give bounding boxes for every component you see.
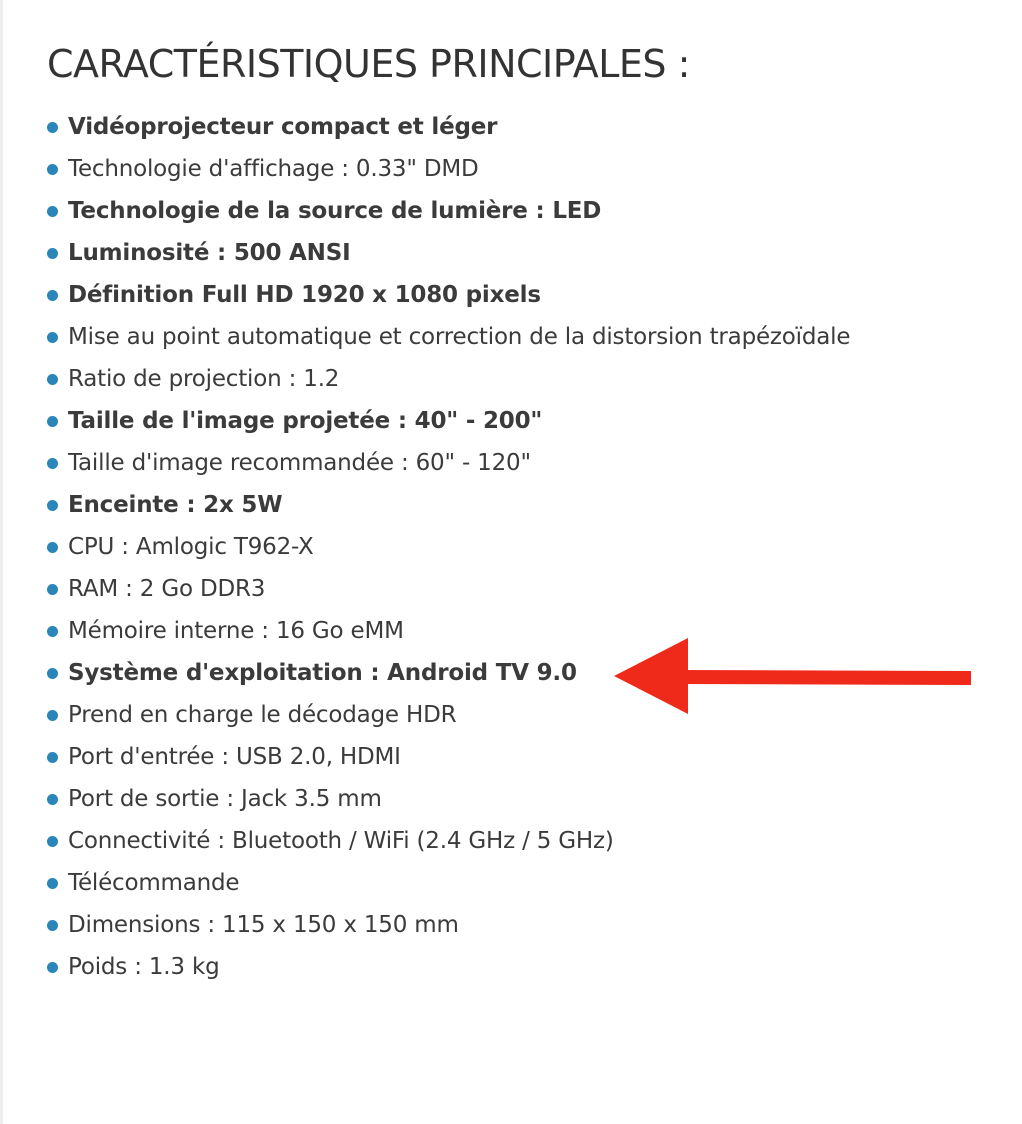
bullet-icon bbox=[47, 668, 58, 679]
bullet-icon bbox=[47, 626, 58, 637]
bullet-icon bbox=[47, 752, 58, 763]
bullet-icon bbox=[47, 962, 58, 973]
section-title: CARACTÉRISTIQUES PRINCIPALES : bbox=[47, 42, 690, 86]
bullet-icon bbox=[47, 878, 58, 889]
feature-text: Port de sortie : Jack 3.5 mm bbox=[68, 786, 382, 812]
bullet-icon bbox=[47, 122, 58, 133]
bullet-icon bbox=[47, 542, 58, 553]
bullet-icon bbox=[47, 248, 58, 259]
bullet-icon bbox=[47, 332, 58, 343]
bullet-icon bbox=[47, 206, 58, 217]
feature-item bbox=[47, 526, 850, 568]
feature-item bbox=[47, 400, 850, 442]
feature-item bbox=[47, 316, 850, 358]
feature-text: RAM : 2 Go DDR3 bbox=[68, 576, 266, 602]
feature-text: Luminosité : 500 ANSI bbox=[68, 240, 351, 266]
feature-text: Mise au point automatique et correction de la distorsion trapézoïdale bbox=[68, 324, 851, 350]
bullet-icon bbox=[47, 164, 58, 175]
feature-text: Définition Full HD 1920 x 1080 pixels bbox=[68, 282, 541, 308]
feature-list bbox=[47, 106, 850, 988]
bullet-icon bbox=[47, 920, 58, 931]
feature-text: Poids : 1.3 kg bbox=[68, 954, 220, 980]
feature-text: Prend en charge le décodage HDR bbox=[68, 702, 457, 728]
bullet-icon bbox=[47, 500, 58, 511]
feature-text: Taille d'image recommandée : 60" - 120" bbox=[68, 450, 531, 476]
arrow-left-icon bbox=[610, 636, 976, 716]
feature-text: Connectivité : Bluetooth / WiFi (2.4 GHz / 5 GHz) bbox=[68, 828, 614, 854]
bullet-icon bbox=[47, 290, 58, 301]
left-divider bbox=[0, 0, 3, 1124]
feature-item bbox=[47, 274, 850, 316]
feature-text: Ratio de projection : 1.2 bbox=[68, 366, 340, 392]
feature-text: Technologie de la source de lumière : LED bbox=[68, 198, 602, 224]
feature-item bbox=[47, 190, 850, 232]
feature-item bbox=[47, 736, 850, 778]
feature-item bbox=[47, 946, 850, 988]
bullet-icon bbox=[47, 416, 58, 427]
feature-item bbox=[47, 232, 850, 274]
feature-item bbox=[47, 820, 850, 862]
feature-text: Port d'entrée : USB 2.0, HDMI bbox=[68, 744, 401, 770]
feature-text: Mémoire interne : 16 Go eMM bbox=[68, 618, 404, 644]
feature-text: Technologie d'affichage : 0.33" DMD bbox=[68, 156, 479, 182]
bullet-icon bbox=[47, 374, 58, 385]
feature-item bbox=[47, 778, 850, 820]
bullet-icon bbox=[47, 710, 58, 721]
bullet-icon bbox=[47, 794, 58, 805]
feature-item bbox=[47, 106, 850, 148]
feature-item bbox=[47, 904, 850, 946]
bullet-icon bbox=[47, 584, 58, 595]
feature-item bbox=[47, 862, 850, 904]
feature-item bbox=[47, 484, 850, 526]
feature-item bbox=[47, 358, 850, 400]
feature-text: Télécommande bbox=[68, 870, 240, 896]
bullet-icon bbox=[47, 458, 58, 469]
feature-item bbox=[47, 568, 850, 610]
bullet-icon bbox=[47, 836, 58, 847]
feature-text: Enceinte : 2x 5W bbox=[68, 492, 283, 518]
feature-text: CPU : Amlogic T962-X bbox=[68, 534, 314, 560]
feature-text: Vidéoprojecteur compact et léger bbox=[68, 114, 498, 140]
feature-text: Taille de l'image projetée : 40" - 200" bbox=[68, 408, 543, 434]
feature-item bbox=[47, 442, 850, 484]
feature-text: Dimensions : 115 x 150 x 150 mm bbox=[68, 912, 459, 938]
feature-item bbox=[47, 148, 850, 190]
feature-text: Système d'exploitation : Android TV 9.0 bbox=[68, 660, 577, 686]
